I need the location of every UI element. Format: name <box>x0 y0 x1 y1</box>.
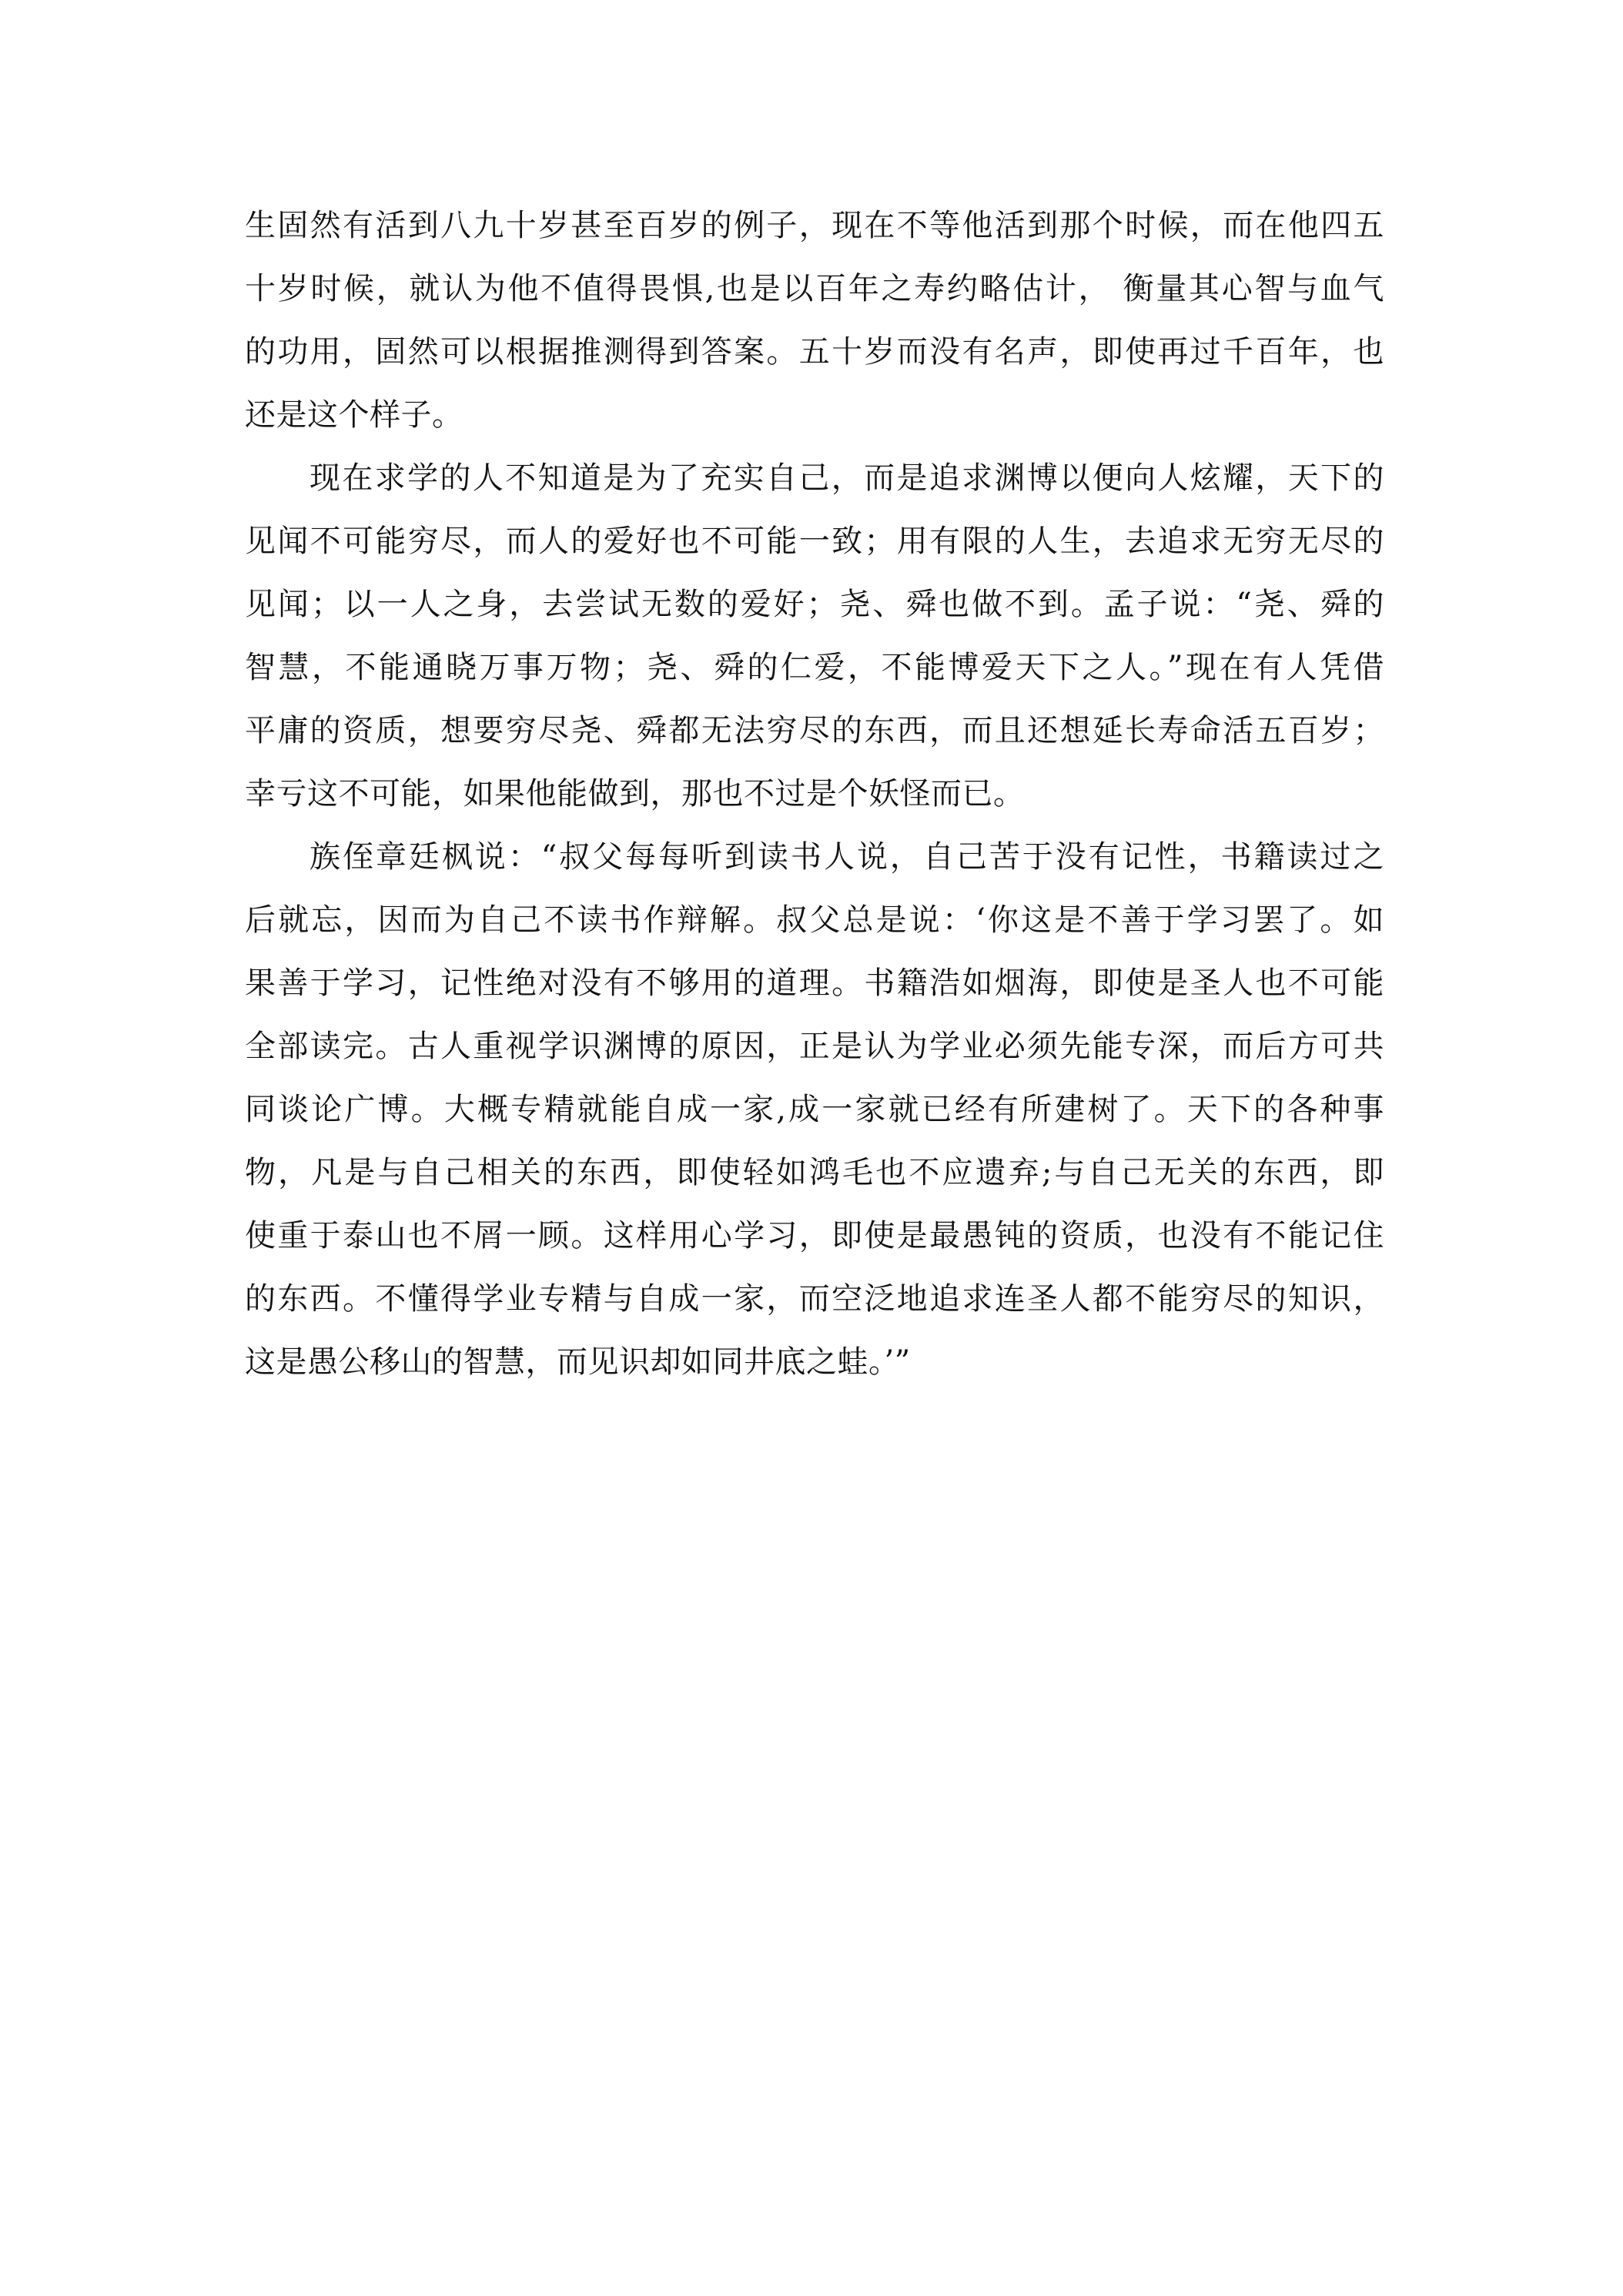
body-text <box>245 194 1384 1394</box>
text-line: 生固然有活到八九十岁甚至百岁的例子，现在不等他活到那个时候，而在他四五 <box>245 208 1384 243</box>
text-line: 同谈论广博。大概专精就能自成一家,成一家就已经有所建树了。天下的各种事 <box>245 1092 1384 1127</box>
text-line: 族侄章廷枫说：“叔父每每听到读书人说，自己苦于没有记性，书籍读过之 <box>310 839 1384 875</box>
text-line: 还是这个样子。 <box>245 397 463 433</box>
text-line: 的功用，固然可以根据推测得到答案。五十岁而没有名声，即使再过千百年，也 <box>245 334 1384 370</box>
text-line: 全部读完。古人重视学识渊博的原因，正是认为学业必须先能专深，而后方可共 <box>245 1029 1384 1064</box>
text-line: 的东西。不懂得学业专精与自成一家，而空泛地追求连圣人都不能穷尽的知识， <box>245 1281 1384 1317</box>
text-line: 这是愚公移山的智慧，而见识却如同井底之蛙。’” <box>245 1344 911 1380</box>
text-line: 智慧，不能通晓万事万物；尧、舜的仁爱，不能博爱天下之人。”现在有人凭借 <box>245 650 1384 685</box>
text-line: 后就忘，因而为自己不读书作辩解。叔父总是说：‘你这是不善于学习罢了。如 <box>245 902 1384 938</box>
text-line: 物，凡是与自己相关的东西，即使轻如鸿毛也不应遗弃;与自己无关的东西，即 <box>245 1155 1384 1190</box>
paragraph-3 <box>245 825 1384 1394</box>
text-line: 现在求学的人不知道是为了充实自己，而是追求渊博以便向人炫耀，天下的 <box>310 460 1384 496</box>
text-line: 十岁时候，就认为他不值得畏惧,也是以百年之寿约略估计， 衡量其心智与血气 <box>245 271 1384 306</box>
text-line: 幸亏这不可能，如果他能做到，那也不过是个妖怪而已。 <box>245 776 1025 812</box>
paragraph-1 <box>245 194 1384 447</box>
text-line: 使重于泰山也不屑一顾。这样用心学习，即使是最愚钝的资质，也没有不能记住 <box>245 1218 1384 1253</box>
text-line: 果善于学习，记性绝对没有不够用的道理。书籍浩如烟海，即使是圣人也不可能 <box>245 966 1384 1001</box>
paragraph-2 <box>245 447 1384 825</box>
text-line: 见闻不可能穷尽，而人的爱好也不可能一致；用有限的人生，去追求无穷无尽的 <box>245 524 1384 559</box>
text-line: 见闻；以一人之身，去尝试无数的爱好；尧、舜也做不到。孟子说：“尧、舜的 <box>245 587 1384 622</box>
text-line: 平庸的资质，想要穷尽尧、舜都无法穷尽的东西，而且还想延长寿命活五百岁； <box>245 713 1384 748</box>
